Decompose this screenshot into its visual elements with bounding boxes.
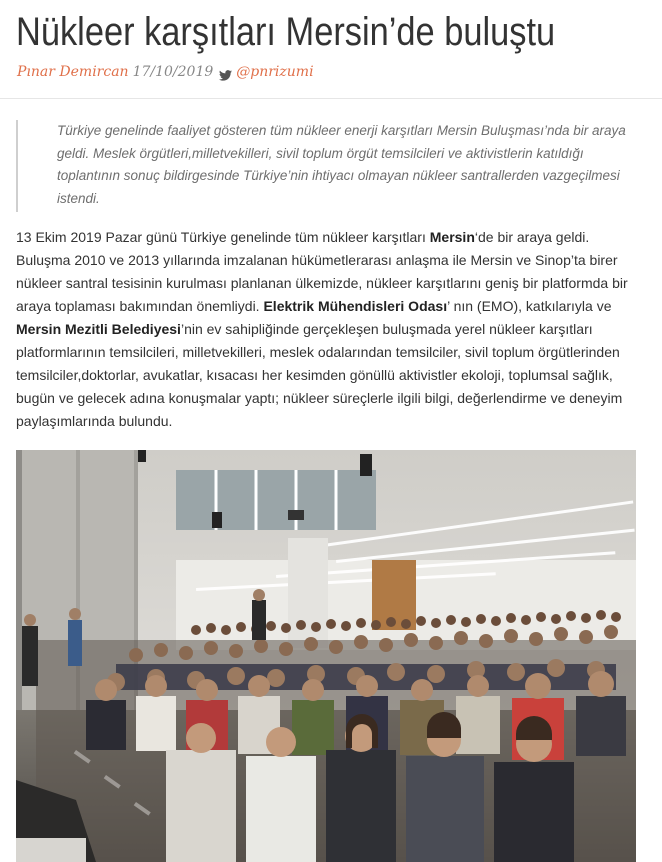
body-bold-mersin: Mersin bbox=[429, 229, 475, 245]
article-body bbox=[16, 226, 638, 433]
twitter-bird-icon bbox=[219, 67, 232, 78]
body-bold-mezitli: Mersin Mezitli Belediyesi bbox=[16, 321, 181, 337]
body-text-segment: ’nin ev sahipliğinde gerçekleşen buluşmada yerel nükleer karşıtları platformlarının temsilcileri, milletvekilleri, meslek odalarından temsilciler, sivil toplum örgütlerinden temsilciler,doktorlar, avukatlar, kısacası her kesimden gönüllü aktivistler ekoloji, toplumsal sağlık, bugün ve gelecek adına konuşmalar yaptı; nükleer süreçlerle ilgili bilgi, değerlendirme ve deneyim paylaşımlarında bulundu. bbox=[16, 321, 623, 429]
body-text-segment: 13 Ekim 2019 Pazar günü Türkiye genelinde tüm nükleer karşıtları bbox=[16, 229, 430, 245]
article-photo bbox=[16, 450, 636, 862]
byline bbox=[17, 62, 314, 82]
header-divider bbox=[0, 98, 662, 99]
body-text-segment: ’ nın (EMO), katkılarıyla ve bbox=[447, 298, 612, 314]
author-link[interactable]: Pınar Demircan bbox=[17, 64, 129, 80]
lead-text: Türkiye genelinde faaliyet gösteren tüm nükleer enerji karşıtları Mersin Buluşması’nda bir araya geldi. Meslek örgütleri,milletvekilleri, sivil toplum örgüt temsilcileri ve aktivistlerin katıldığı toplantının sonuç bildirgesinde Türkiye’nin ihtiyacı olmayan nükleer santrallerden vazgeçilmesi istendi. bbox=[57, 123, 626, 206]
publish-date: 17/10/2019 bbox=[132, 64, 214, 80]
article-lead bbox=[16, 120, 628, 212]
article-title: Nükleer karşıtları Mersin’de buluştu bbox=[16, 10, 556, 54]
twitter-handle-link[interactable]: @pnrizumi bbox=[236, 64, 314, 80]
body-text-segment: ‘de bir araya geldi. Buluşma 2010 ve 2013 yıllarında imzalanan hükümetlerarası anlaşma ile Mersin ve Sinop’ta birer nükleer santral tesisinin kurulması planlanan ülkemizde, nükleer karşıtlarını geniş bir platformda bir araya toplaması bakımından önemliydi. bbox=[16, 229, 628, 314]
body-bold-emo: Elektrik Mühendisleri Odası bbox=[263, 298, 448, 314]
